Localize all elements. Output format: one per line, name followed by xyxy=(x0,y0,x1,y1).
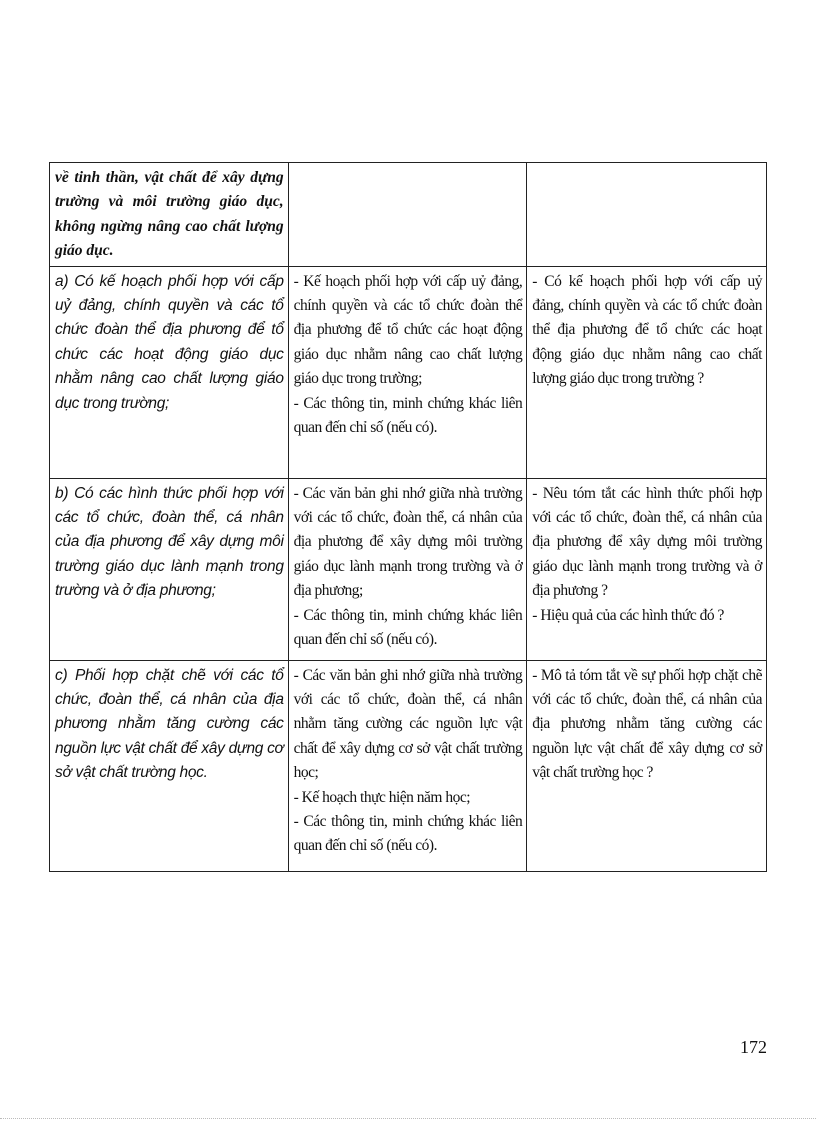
table-row xyxy=(50,163,767,267)
question-cell xyxy=(527,266,767,478)
evidence-item: - Các thông tin, minh chứng khác liên quan đến chỉ số (nếu có). xyxy=(293,606,523,649)
evidence-cell xyxy=(288,266,527,478)
table-row xyxy=(50,478,767,660)
question-item: - Có kế hoạch phối hợp với cấp uỷ đảng, chính quyền và các tổ chức đoàn thể địa phương để tổ chức các hoạt động giáo dục nhằm nâng cao chất lượng giáo dục trong trường ? xyxy=(532,272,762,388)
page-bottom-divider xyxy=(0,1118,816,1119)
page-number: 172 xyxy=(740,1037,767,1057)
question-cell xyxy=(527,478,767,660)
question-cell xyxy=(527,660,767,871)
table-row xyxy=(50,660,767,871)
question-item: - Hiệu quả của các hình thức đó ? xyxy=(532,606,724,624)
evidence-item: - Các thông tin, minh chứng khác liên quan đến chỉ số (nếu có). xyxy=(293,813,523,855)
evidence-item: - Các thông tin, minh chứng khác liên quan đến chỉ số (nếu có). xyxy=(293,394,523,437)
criterion-cell: a) Có kế hoạch phối hợp với cấp uỷ đảng, chính quyền và các tổ chức đoàn thể địa phương để tổ chức các hoạt động giáo dục nhằm nâng cao chất lượng giáo dục trong trường; xyxy=(50,266,289,478)
question-item: - Mô tả tóm tắt về sự phối hợp chặt chẽ với các tổ chức, đoàn thể, cá nhân của địa phương nhằm tăng cường các nguồn lực vật chất để xây dựng cơ sở vật chất trường học ? xyxy=(532,666,762,782)
criteria-table xyxy=(49,162,767,872)
evidence-item: - Kế hoạch thực hiện năm học; xyxy=(293,788,471,806)
evidence-item: - Các văn bản ghi nhớ giữa nhà trường với các tổ chức, đoàn thể, cá nhân nhằm tăng cường các nguồn lực vật chất để xây dựng cơ sở vật chất trường học; xyxy=(293,666,523,782)
criterion-cell: về tinh thần, vật chất để xây dựng trường và môi trường giáo dục, không ngừng nâng cao chất lượng giáo dục. xyxy=(50,163,289,267)
evidence-cell xyxy=(288,163,527,267)
question-item: - Nêu tóm tắt các hình thức phối hợp với các tổ chức, đoàn thể, cá nhân của địa phương để xây dựng môi trường giáo dục lành mạnh trong trường và ở địa phương ? xyxy=(532,484,762,600)
evidence-cell xyxy=(288,660,527,871)
criterion-cell: c) Phối hợp chặt chẽ với các tổ chức, đoàn thể, cá nhân của địa phương nhằm tăng cường các nguồn lực vật chất để xây dựng cơ sở vật chất trường học. xyxy=(50,660,289,871)
evidence-item: - Kế hoạch phối hợp với cấp uỷ đảng, chính quyền và các tổ chức đoàn thể địa phương để tổ chức các hoạt động giáo dục nhằm nâng cao chất lượng giáo dục trong trường; xyxy=(293,272,523,388)
evidence-item: - Các văn bản ghi nhớ giữa nhà trường với các tổ chức, đoàn thể, cá nhân của địa phương để xây dựng môi trường giáo dục lành mạnh trong trường và ở địa phương; xyxy=(293,484,523,600)
evidence-cell xyxy=(288,478,527,660)
criterion-cell: b) Có các hình thức phối hợp với các tổ chức, đoàn thể, cá nhân của địa phương để xây dựng môi trường giáo dục lành mạnh trong trường và ở địa phương; xyxy=(50,478,289,660)
question-cell xyxy=(527,163,767,267)
table-row xyxy=(50,266,767,478)
